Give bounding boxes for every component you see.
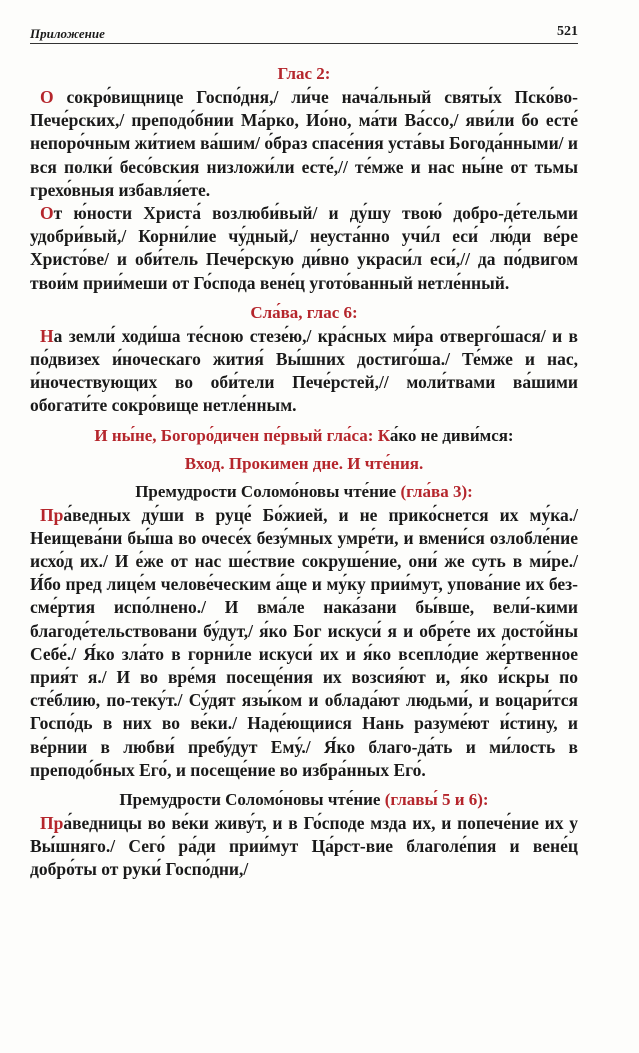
drop-initial: О	[40, 203, 54, 224]
reading-1-chapter: (гла́ва 3):	[400, 481, 473, 501]
glas2-heading: Глас 2:	[277, 64, 331, 83]
i-nyne-red: И ны́не, Богоро́дичен пе́рвый гла́са: К	[94, 425, 390, 445]
drop-initial: О	[40, 87, 54, 107]
header-rule	[30, 43, 578, 44]
drop-initial: Пр	[40, 504, 64, 525]
reading-2-chapter: (главы́ 5 и 6):	[384, 790, 489, 810]
troparion-1	[30, 86, 578, 202]
i-nyne-black: а́ко не диви́мся:	[389, 425, 514, 445]
reading-1	[30, 504, 578, 782]
reading-1-heading	[30, 482, 578, 502]
slava-heading: Сла́ва, глас 6:	[250, 302, 358, 322]
vhod-line: Вход. Прокимен дне. И чте́ния.	[184, 453, 424, 473]
running-head	[30, 22, 578, 44]
drop-initial: Н	[40, 325, 54, 346]
page-number: 521	[557, 24, 578, 39]
reading-2-title: Премудрости Соломо́новы чте́ние	[119, 790, 385, 810]
reading-1-title: Премудрости Соломо́новы чте́ние	[135, 481, 401, 501]
reading-2-text: а́ведницы во ве́ки живу́т, и в Го́споде мзда их, и попече́ние их у Вы́шняго./ Сего́ ра́ди прии́мут Ца́рст-вие благоле́пия и вене́ц добро́ты от руки́ Госпо́дни,/	[30, 813, 578, 880]
troparion-2-text: т ю́ности Христа́ возлюби́вый/ и ду́шу твою́ добро-де́тельми удобри́вый,/ Корни́лие чу́дный,/ неуста́нно учи́л еси́ лю́ди ве́ре Христо́ве/ и оби́тель Пече́рскую ди́вно украси́л еси́,// да по́двигом твои́м прии́меши от Го́спода вене́ц угото́ванный нетле́нный.	[30, 203, 578, 293]
troparion-2	[30, 202, 578, 295]
reading-1-text: а́ведных ду́ши в руце́ Бо́жией, и не прико́снется их му́ка./ Неищева́ни бы́ша во очесе́х безу́мных умре́ти, и вмени́ся озлобле́ние исхо́д их./ И е́же от нас ше́ствие сокруше́ние, они́ же суть в ми́ре./ И́бо пред лице́м челове́ческим а́ще и му́ку прии́мут, упова́ние их без-сме́ртия испо́лнено./ И вма́ле нака́зани бы́вше, вели́-кими благоде́тельствовани бу́дут,/ я́ко Бог искуси́ я и обре́те их досто́йны Себе́./ Я́ко зла́то в горни́ле искуси́ их и я́ко всепло́дие же́ртвенное прия́т я./ И во вре́мя посеще́ния их возсия́ют и, я́ко и́скры по сте́блию, по-теку́т./ Су́дят язы́ком и облада́ют людьми́, и воцари́тся Госпо́дь в них во ве́ки./ Наде́ющиися Нань разуме́ют и́стину, и ве́рнии в любви́ пребу́дут Ему́./ Я́ко благо-да́ть и ми́лость в преподо́бных Его́, и посеще́ние во избра́нных Его́.	[30, 504, 578, 780]
reading-2	[30, 812, 578, 882]
drop-initial: Пр	[40, 813, 64, 834]
book-page	[30, 22, 578, 882]
i-nyne-line	[30, 426, 578, 446]
page-body	[30, 64, 578, 882]
slava-text-block	[30, 325, 578, 418]
running-head-title: Приложение	[30, 26, 105, 41]
slava-text: а земли́ ходи́ша те́сною стезе́ю,/ кра́сных ми́ра отверго́шася/ и в по́двизех и́ноческаго жития́ Вы́шних достиго́ша./ Те́мже и нас, и́ночествующих во оби́тели Пече́рстей,// моли́твами ва́шими обогати́те сокро́вище нетле́нным.	[30, 325, 578, 416]
troparion-1-text: сокро́вищнице Госпо́дня,/ ли́че нача́льный святы́х Пско́во-Пече́рских,/ преподо́бнии Ма́рко, Ио́но, ма́ти Ва́ссо,/ яви́ли бо есте́ непоро́чным жи́тием ва́шим/ о́браз спасе́ния уста́вы Богода́нными/ и вся полки́ бесо́вския низложи́ли есте́,// те́мже и нас ны́не от тьмы грехо́вныя избавля́ете.	[30, 87, 578, 200]
reading-2-heading	[30, 790, 578, 810]
